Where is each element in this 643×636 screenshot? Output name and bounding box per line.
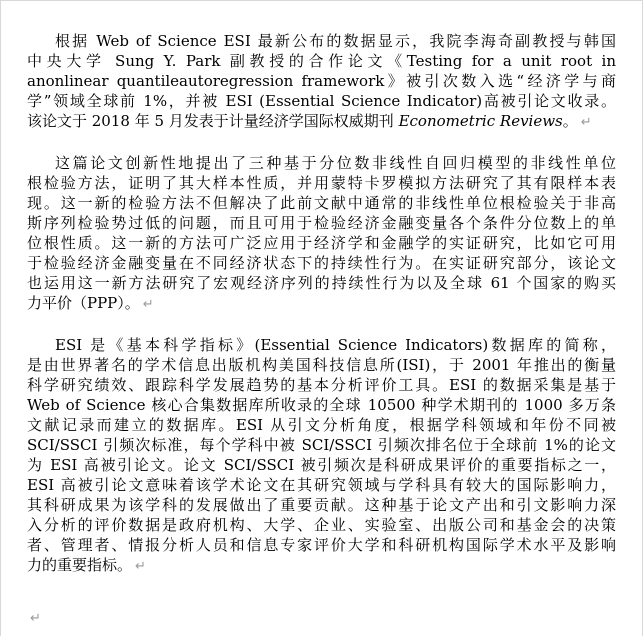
text-line: 为 ESI 高被引论文。论文 SCI/SSCI 被引频次是科研成果评价的重要指标之一， — [27, 456, 616, 474]
text-line: 入分析的评价数据是政府机构、大学、企业、实验室、出版公司和基金会的决策 — [27, 516, 616, 534]
text-line: 位根性质。这一新的方法可广泛应用于经济学和金融学的实证研究，比如它可用 — [27, 234, 616, 252]
text-line: 于检验经济金融变量在不同经济状态下的持续性行为。在实证研究部分，该论文 — [27, 254, 616, 272]
text-line: ESI 高被引论文意味着该学术论文在其研究领域与学科具有较大的国际影响力， — [27, 476, 616, 494]
paragraph-mark-icon: ↵ — [142, 297, 154, 312]
text-line: 这篇论文创新性地提出了三种基于分位数非线性自回归模型的非线性单位 — [55, 154, 616, 172]
text-line: ESI 是《基本科学指标》(Essential Science Indicators)数据库的简称， — [55, 336, 616, 354]
text-line: 中央大学 Sung Y. Park 副教授的合作论文《Testing for a unit root in — [27, 52, 616, 70]
text-line: 现。这一新的检验方法不但解决了此前文献中通常的非线性单位根检验关于非高 — [27, 194, 616, 212]
text-line: 力的重要指标。 ↵ — [27, 556, 146, 574]
text-line: SCI/SSCI 引频次标准，每个学科中被 SCI/SSCI 引频次排名位于全球前 1%的论文 — [27, 436, 616, 454]
text-line: anonlinear quantileautoregression framework》被引次数入选“经济学与商 — [27, 72, 616, 90]
paragraph — [27, 153, 616, 315]
journal-name-italic: Econometric Reviews — [398, 112, 563, 130]
paragraph — [27, 607, 616, 629]
text-line: 根检验方法，证明了其大样本性质，并用蒙特卡罗模拟方法研究了其有限样本表 — [27, 174, 616, 192]
text-line: 文献记录而建立的数据库。ESI 从引文分析角度，根据学科领域和年份不同被 — [27, 416, 616, 434]
text-line: 斯序列检验势过低的问题，而且可用于检验经济金融变量各个条件分位数上的单 — [27, 214, 616, 232]
text-line: 学”领域全球前 1%，并被 ESI (Essential Science Indicator)高被引论文收录。 — [27, 92, 616, 110]
paragraph — [27, 31, 616, 133]
text-line: 者、管理者、情报分析人员和信息专家评价大学和科研机构国际学术水平及影响 — [27, 536, 616, 554]
text-line: 该论文于 2018 年 5 月发表于计量经济学国际权威期刊 Econometric Reviews。 ↵ — [27, 112, 592, 130]
text-line: 其科研成果为该学科的发展做出了重要贡献。这种基于论文产出和引文影响力深 — [27, 496, 616, 514]
text-line — [27, 607, 616, 629]
text-line: 也运用这一新方法研究了宏观经济序列的持续性行为以及全球 61 个国家的购买 — [27, 274, 616, 292]
text-line: 力平价（PPP）。 ↵ — [27, 294, 154, 312]
paragraph — [27, 335, 616, 577]
text-line: Web of Science 核心合集数据库所收录的全球 10500 种学术期刊的 1000 多万条 — [27, 396, 616, 414]
text-line: 根据 Web of Science ESI 最新公布的数据显示，我院李海奇副教授与韩国 — [55, 32, 616, 50]
text-line: 是由世界著名的学术信息出版机构美国科技信息所(ISI)，于 2001 年推出的衡量 — [27, 356, 616, 374]
paragraph-mark-icon: ↵ — [30, 611, 41, 626]
text-line: 科学研究绩效、跟踪科学发展趋势的基本分析评价工具。ESI 的数据采集是基于 — [27, 376, 616, 394]
paragraph-mark-icon: ↵ — [135, 559, 146, 574]
paragraph-mark-icon: ↵ — [580, 115, 592, 130]
